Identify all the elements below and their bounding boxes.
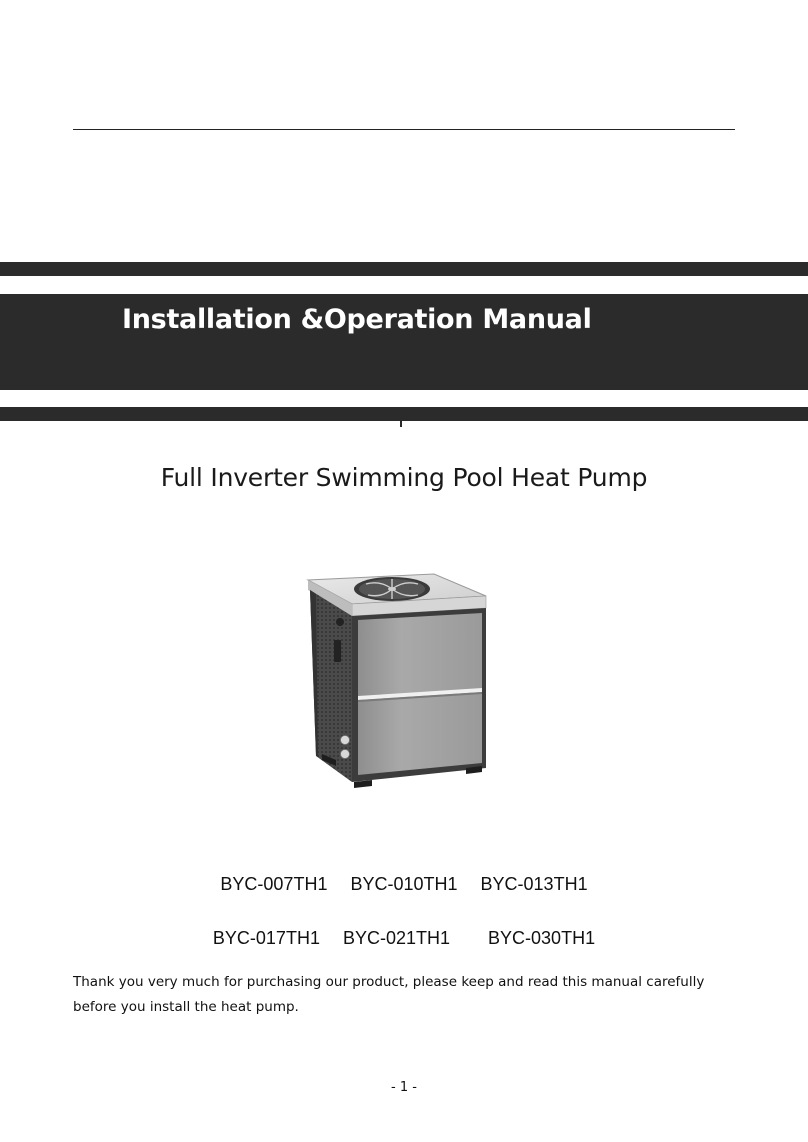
model-list-row-2 <box>0 928 808 949</box>
model-number: BYC-017TH1 <box>212 928 320 948</box>
intro-paragraph: Thank you very much for purchasing our product, please keep and read this manual carefully before you install the heat pump. <box>73 974 705 1015</box>
model-number: BYC-013TH1 <box>480 874 588 894</box>
product-subtitle: Full Inverter Swimming Pool Heat Pump <box>160 463 648 492</box>
band-mark <box>400 421 402 427</box>
model-number: BYC-030TH1 <box>488 928 596 948</box>
model-number: BYC-021TH1 <box>342 928 451 948</box>
model-number: BYC-010TH1 <box>350 874 458 894</box>
header-band-top <box>0 262 808 276</box>
top-divider <box>73 129 735 130</box>
manual-title: Installation &Operation Manual <box>122 304 592 335</box>
model-number: BYC-007TH1 <box>220 874 328 894</box>
heat-pump-unit-image <box>296 570 492 798</box>
model-list-row-1 <box>0 874 808 895</box>
page-number: - 1 - <box>391 1080 417 1095</box>
header-band-bottom <box>0 407 808 421</box>
